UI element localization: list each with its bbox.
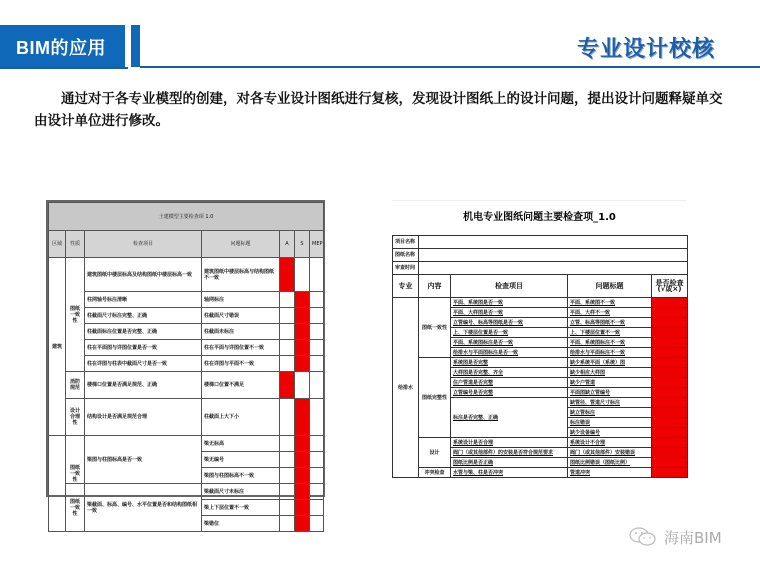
flag-cell-s [295,292,310,308]
check-item: 结构设计是否满足规范合理 [85,399,202,436]
check-item: 建筑图纸中楼层标高及结构图纸中楼层标高一致 [85,258,202,292]
check-flag-cell [652,298,688,308]
table-row [49,324,324,340]
col-header: MEP [310,231,324,258]
flag-cell-mep [310,372,324,399]
check-flag-cell [652,338,688,348]
flag-cell-a [280,452,295,468]
check-flag-cell [652,388,688,398]
meta-label: 审查时间 [393,262,419,275]
issue-title: 柱截面未标注 [202,324,280,340]
issue-title: 缺少相应大样图 [568,368,652,378]
check-flag-cell [652,398,688,408]
issue-title: 梁无标高 [202,436,280,452]
flag-cell-mep [310,356,324,372]
flag-cell-mep [310,452,324,468]
flag-cell-s [295,399,310,436]
check-item: 上、下楼层位置是否一致 [451,328,568,338]
check-item: 平面、大样图是否一致 [451,308,568,318]
check-item: 标注是否完整、正确 [451,398,568,438]
table-row [49,436,324,452]
issue-title: 梁图与柱图标高不一致 [202,468,280,484]
check-item: 平面、系统图是否一致 [451,298,568,308]
header-divider-left [0,67,128,69]
check-flag-cell [652,438,688,448]
watermark-text: 海南BIM [664,528,722,547]
flag-cell-a [280,399,295,436]
issue-title: 给排水与平面标注不一致 [568,348,652,358]
issue-title: 图纸比例错误（图纸比例） [568,458,652,468]
check-flag-cell [652,368,688,378]
flag-cell-s [295,258,310,292]
flag-cell-a [280,468,295,484]
issue-title: 平面图缺立管编号 [568,388,652,398]
flag-cell-a [280,516,295,532]
header-divider [140,66,760,68]
flag-cell-a [280,356,295,372]
table-row [49,292,324,308]
check-item: 柱在平面图与详图位置是否一致 [85,340,202,356]
region-cell [49,436,66,532]
table-row [393,468,688,478]
flag-cell-mep [310,516,324,532]
discipline-cell: 给排水 [393,298,419,478]
col-header: 问题标题 [568,275,652,298]
issue-title: 柱在详图与平面不一致 [202,356,280,372]
flag-cell-mep [310,258,324,292]
flag-cell-s [295,372,310,399]
check-item: 系统设计是否合理 [451,438,568,448]
flag-cell-s [295,500,310,516]
flag-cell-s [295,452,310,468]
issue-title: 平面、系统图不一致 [568,298,652,308]
flag-cell-mep [310,399,324,436]
flag-cell-mep [310,292,324,308]
flag-cell-a [280,500,295,516]
col-header: 区域 [49,231,66,258]
civil-check-table [46,200,325,527]
table-row [49,484,324,500]
check-item: 大样图是否完整、齐全 [451,368,568,378]
col-header: 性质 [66,231,85,258]
flag-cell-a [280,484,295,500]
col-header: 内容 [419,275,451,298]
col-header: 问题标题 [202,231,280,258]
table-row [49,356,324,372]
section-label: BIM的应用 [16,38,106,58]
flag-cell-mep [310,468,324,484]
mep-check-table [392,200,687,498]
check-flag-cell [652,448,688,458]
issue-title: 柱截面上大下小 [202,399,280,436]
col-header: 检查项目 [85,231,202,258]
col-header: S [295,231,310,258]
issue-title: 梁错位 [202,516,280,532]
nature-cell: 消防规范 [66,372,85,399]
flag-cell-s [295,436,310,452]
content-group: 冲突检查 [419,468,451,478]
meta-value [419,262,688,275]
issue-title: 缺少设备编号 [568,428,652,438]
nature-cell: 图纸一致性 [66,484,85,532]
table-row [393,298,688,308]
check-item: 楼梯口位置是否满足规范、正确 [85,372,202,399]
check-item: 图纸比例是否正确 [451,458,568,468]
meta-label: 项目名称 [393,236,419,249]
table-row [49,258,324,292]
flag-cell-mep [310,340,324,356]
flag-cell-s [295,308,310,324]
flag-cell-a [280,324,295,340]
page-title: 专业设计校核 [576,37,715,62]
col-header: 专业 [393,275,419,298]
check-item: 水管与梁、柱是否冲突 [451,468,568,478]
flag-cell-mep [310,436,324,452]
meta-label: 图纸名称 [393,249,419,262]
check-flag-cell [652,418,688,428]
nature-cell: 设计合理性 [66,399,85,436]
issue-title: 缺少系统平面（系统）图 [568,358,652,368]
check-item: 柱截面尺寸标注完整、正确 [85,308,202,324]
flag-cell-s [295,340,310,356]
col-header: 检查项目 [451,275,568,298]
table-row [49,308,324,324]
issue-title: 标注错误 [568,418,652,428]
issue-title: 立管、标高等图纸不一致 [568,318,652,328]
content-group: 图纸一致性 [419,298,451,358]
check-item: 立管编号是否完整 [451,388,568,398]
flag-cell-mep [310,484,324,500]
col-header: A [280,231,295,258]
issue-title: 系统设计不合理 [568,438,652,448]
check-flag-cell [652,328,688,338]
table-title: 机电专业图纸问题主要检查项_1.0 [392,200,687,235]
flag-cell-mep [310,308,324,324]
flag-cell-a [280,258,295,292]
flag-cell-mep [310,500,324,516]
check-item: 立管编号、标高等图纸是否一致 [451,318,568,328]
flag-cell-s [295,356,310,372]
content-group: 图纸完整性 [419,358,451,438]
check-flag-cell [652,378,688,388]
flag-cell-a [280,340,295,356]
intro-paragraph: 通过对于各专业模型的创建，对各专业设计图纸进行复核，发现设计图纸上的设计问题，提出设计问题释疑单交由设计单位进行修改。 [34,91,723,129]
check-flag-cell [652,318,688,328]
table-row [393,438,688,448]
meta-value [419,236,688,249]
check-flag-cell [652,358,688,368]
table-row [49,372,324,399]
table-row [393,358,688,368]
check-flag-cell [652,468,688,478]
flag-cell-s [295,484,310,500]
content-group: 设计 [419,438,451,468]
check-item: 梁图与柱图标高是否一致 [85,436,202,484]
meta-value [419,249,688,262]
flag-cell-s [295,468,310,484]
flag-cell-a [280,308,295,324]
region-cell: 建筑 [49,258,66,436]
check-flag-cell [652,408,688,418]
check-item: 柱网轴号标注清晰 [85,292,202,308]
check-item: 柱在详图与柱表中截面尺寸是否一致 [85,356,202,372]
table-caption: 土建模型主要检查项 1.0 [49,203,324,231]
nature-cell: 图纸一致性 [66,258,85,372]
nature-cell: 图纸一致性 [66,436,85,484]
wechat-icon [628,526,658,548]
flag-cell-s [295,324,310,340]
issue-title: 缺立管标注 [568,408,652,418]
watermark [628,526,722,548]
check-item: 柱截面标注位置是否完整、正确 [85,324,202,340]
issue-title: 缺少户管道 [568,378,652,388]
check-item: 给排水与平面图标注是否一致 [451,348,568,358]
section-label-block [0,25,125,67]
issue-title: 平面、大样不一致 [568,308,652,318]
table-row [49,399,324,436]
issue-title: 缺管径、管道尺寸标注 [568,398,652,408]
header-accent-stripe [131,25,140,67]
check-flag-cell [652,348,688,358]
check-item: 系统图是否完整 [451,358,568,368]
check-item: 住户管道是否完整 [451,378,568,388]
issue-title: 梁无编号 [202,452,280,468]
issue-title: 柱在平面与详图位置不一致 [202,340,280,356]
check-item: 平面、系统图标注是否一致 [451,338,568,348]
col-header: 是否检查(√或×) [652,275,688,298]
check-flag-cell [652,308,688,318]
check-flag-cell [652,458,688,468]
issue-title: 阀门（或其他部件）安装错误 [568,448,652,458]
table-row [49,340,324,356]
check-flag-cell [652,428,688,438]
issue-title: 柱截面尺寸错误 [202,308,280,324]
check-item: 阀门（或其他部件）的安装是否符合规范要求 [451,448,568,458]
check-item: 梁截面、标高、编号、水平位置是否和结构图纸相一致 [85,484,202,532]
issue-title: 建筑图纸中楼层标高与结构图纸不一致 [202,258,280,292]
issue-title: 梁上下层位置不一致 [202,500,280,516]
flag-cell-a [280,292,295,308]
issue-title: 轴网标注 [202,292,280,308]
issue-title: 上、下楼层位置不一致 [568,328,652,338]
issue-title: 平面、系统图标注不一致 [568,338,652,348]
issue-title: 楼梯口位置不满足 [202,372,280,399]
flag-cell-mep [310,324,324,340]
flag-cell-s [295,516,310,532]
issue-title: 管道冲突 [568,468,652,478]
issue-title: 梁截面尺寸未标注 [202,484,280,500]
flag-cell-a [280,436,295,452]
flag-cell-a [280,372,295,399]
